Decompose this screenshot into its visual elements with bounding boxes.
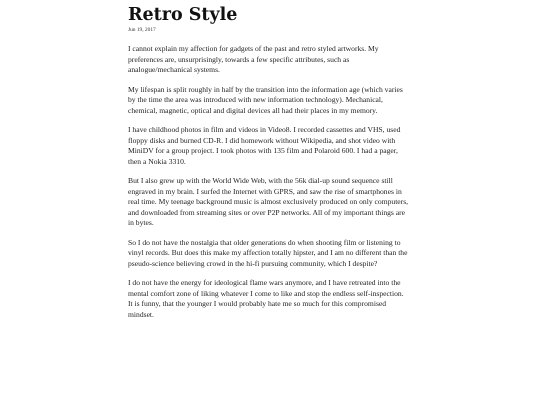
article-paragraph-6: I do not have the energy for ideological flame wars anymore, and I have retreated into the mental comfort zone of liking whatever I come to like and stop the endless self-inspection. It is funny, that the younger I would probably hate me so much for this compromised mindset. <box>128 278 404 319</box>
article-paragraph-2: My lifespan is split roughly in half by the transition into the information age (which varies by the time the area was introduced with new information technology). Mechanical, chemical, magnetic, optical and digital devices all had their places in my memory. <box>128 84 403 115</box>
post-title: Retro Style <box>128 5 238 25</box>
article-paragraph-4: But I also grew up with the World Wide Web, with the 56k dial-up sound sequence still engraved in my brain. I surfed the Internet with GPRS, and saw the rise of smartphones in real time. My teenage background music is almost exclusively produced on only computers, and downloaded from streaming sites or over P2P networks. All of my important things are in bytes. <box>128 176 409 227</box>
article-paragraph-1: I cannot explain my affection for gadgets of the past and retro styled artworks. My preferences are, unsurprisingly, towards a few specific attributes, such as analogue/mechanical systems. <box>128 44 379 74</box>
article-paragraph-3: I have childhood photos in film and videos in Video8. I recorded cassettes and VHS, used floppy disks and burned CD-R. I did homework without Wikipedia, and shot video with MiniDV for a group project. I took photos with 135 film and Polaroid 600. I had a pager, then a Nokia 3310. <box>128 125 401 166</box>
article-paragraph-5: So I do not have the nostalgia that older generations do when shooting film or listening to vinyl records. But does this make my affection totally hipster, and I am no different than the pseudo-science believing crowd in the hi-fi pursuing community, which I despite? <box>128 237 408 268</box>
article <box>128 0 410 320</box>
post-date: Jun 19, 2017 <box>128 27 156 33</box>
